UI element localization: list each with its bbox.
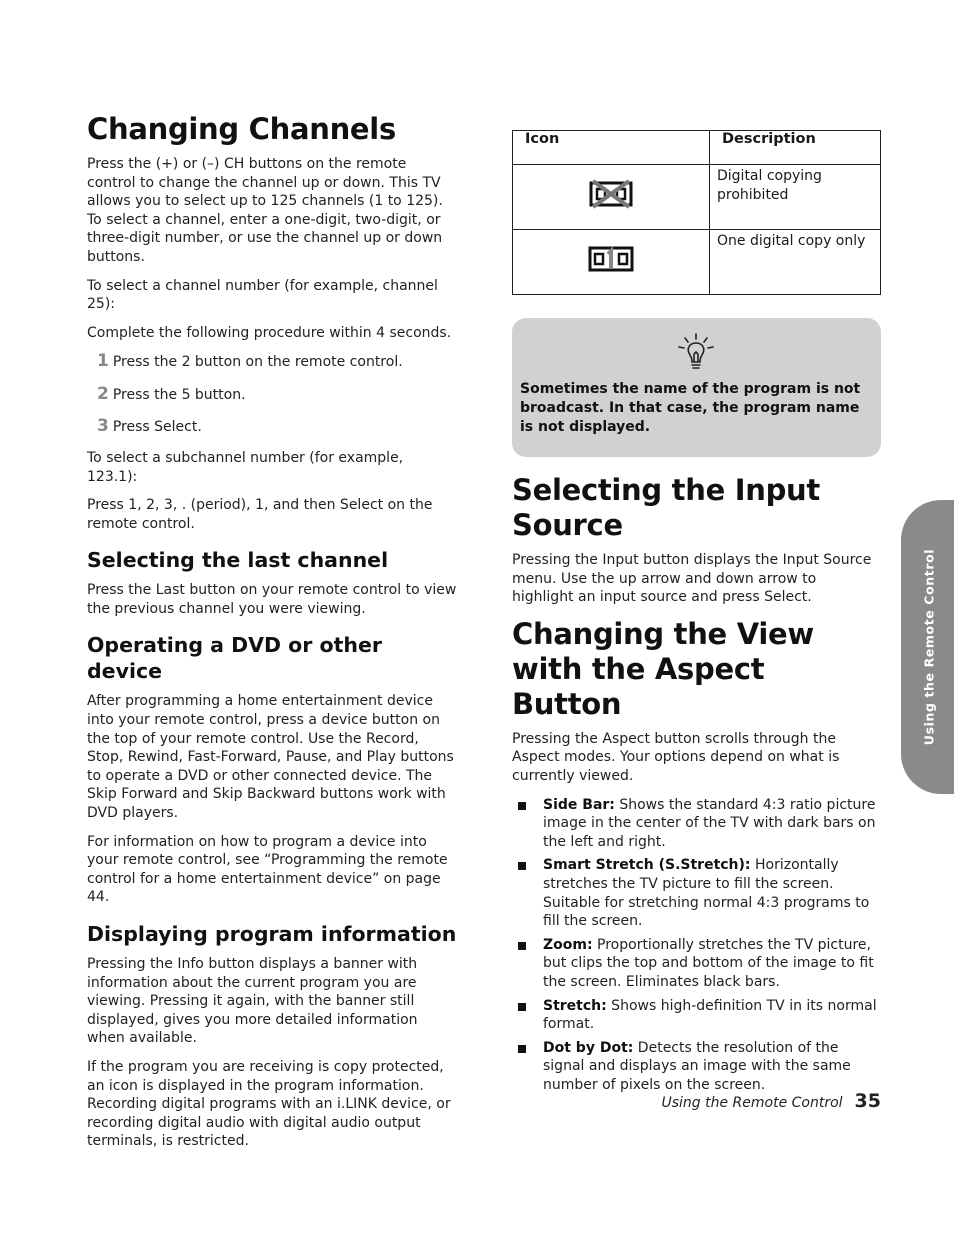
paragraph: Press the Last button on your remote control to view the previous channel you were viewing. [87, 582, 457, 617]
tip-text: Sometimes the name of the program is not broadcast. In that case, the program name is not displayed. [520, 381, 861, 435]
heading-operating-dvd: Operating a DVD or other device [87, 633, 383, 684]
footer-title: Using the Remote Control [661, 1095, 843, 1111]
lightbulb-icon [677, 332, 715, 372]
table-row [513, 165, 881, 230]
step-item [97, 352, 457, 372]
step-item [97, 417, 457, 437]
column-header-description: Description [710, 131, 881, 165]
aspect-modes-list [512, 796, 882, 1095]
paragraph: Pressing the Aspect button scrolls through the Aspect modes. Your options depend on what is currently viewed. [512, 730, 840, 784]
column-header-icon: Icon [513, 131, 710, 165]
step-text: Press Select. [112, 418, 202, 435]
chapter-side-tab [901, 500, 954, 794]
term: Stretch: [543, 997, 607, 1014]
term: Zoom: [543, 936, 593, 953]
paragraph: Pressing the Info button displays a banner with information about the current program you are viewing. Pressing it again, with the banner still displayed, gives you more detailed information when available. [87, 956, 418, 1047]
list-item [512, 1039, 882, 1095]
list-item [512, 796, 882, 852]
side-tab-label: Using the Remote Control [921, 548, 937, 746]
icon-cell [513, 165, 710, 230]
steps-list [97, 352, 457, 436]
definition: Proportionally stretches the TV picture, but clips the top and bottom of the image to fit the screen. Eliminates black bars. [543, 936, 874, 990]
copy-once-icon [588, 246, 634, 272]
definition: Shows the standard 4:3 ratio picture image in the center of the TV with dark bars on the left and right. [543, 796, 876, 850]
term: Dot by Dot: [543, 1039, 634, 1056]
page-number: 35 [854, 1090, 881, 1112]
heading-selecting-last-channel: Selecting the last channel [87, 548, 389, 573]
paragraph: To select a subchannel number (for example, 123.1): [87, 449, 404, 485]
description-cell: One digital copy only [710, 230, 881, 295]
paragraph: Complete the following procedure within 4 seconds. [87, 324, 452, 341]
list-item [512, 856, 882, 930]
copy-prohibited-icon [589, 179, 633, 209]
description-cell: Digital copying prohibited [710, 165, 881, 230]
paragraph: For information on how to program a device into your remote control, see “Programming the remote control for a home entertainment device” on page 44. [87, 833, 448, 906]
tip-box [512, 318, 881, 457]
definition: Horizontally stretches the TV picture to fill the screen. Suitable for stretching normal 4:3 programs to fill the screen. [543, 857, 870, 930]
term: Smart Stretch (S.Stretch): [543, 857, 751, 874]
definition: Shows high-definition TV in its normal format. [543, 997, 877, 1033]
right-column [512, 130, 882, 1099]
heading-changing-channels: Changing Channels [87, 112, 396, 146]
bullet-square [518, 862, 526, 870]
paragraph: Press 1, 2, 3, . (period), 1, and then Select on the remote control. [87, 497, 433, 532]
bullet-square [518, 942, 526, 950]
list-item [512, 997, 882, 1034]
table-header-row [513, 131, 881, 165]
definition: Detects the resolution of the signal and displays an image with the same number of pixels on the screen. [543, 1039, 851, 1093]
page-footer [661, 1090, 881, 1112]
bullet-square [518, 1045, 526, 1053]
paragraph: Press the (+) or (–) CH buttons on the remote control to change the channel up or down. This TV allows you to select up to 125 channels (1 to 125). To select a channel, enter a one-digit, two-digit, or three-digit number, or use the channel up or down buttons. [87, 156, 443, 265]
step-item [97, 385, 457, 405]
step-text: Press the 2 button on the remote control. [112, 354, 403, 371]
step-number: 2 [97, 383, 109, 404]
list-item [512, 936, 882, 992]
paragraph: After programming a home entertainment device into your remote control, press a device button on the top of your remote control. Use the Record, Stop, Rewind, Fast-Forward, Pause, and Play buttons to operate a DVD or other connected device. The Skip Forward and Skip Backward buttons work with DVD players. [87, 693, 454, 822]
heading-selecting-input-source: Selecting the Input Source [512, 473, 820, 542]
heading-changing-view-aspect: Changing the View with the Aspect Button [512, 616, 814, 721]
paragraph: Pressing the Input button displays the Input Source menu. Use the up arrow and down arrow to highlight an input source and press Select. [512, 552, 872, 606]
icon-table [512, 130, 881, 295]
icon-cell [513, 230, 710, 295]
step-text: Press the 5 button. [112, 386, 246, 403]
term: Side Bar: [543, 796, 615, 813]
table-row [513, 230, 881, 295]
bullet-square [518, 802, 526, 810]
heading-displaying-program-info: Displaying program information [87, 922, 457, 946]
paragraph: If the program you are receiving is copy protected, an icon is displayed in the program information. Recording digital programs with an i.LINK device, or recording digital audio with digital audio output terminals, is restricted. [87, 1058, 451, 1150]
paragraph: To select a channel number (for example, channel 25): [87, 277, 438, 313]
left-column [87, 112, 457, 1161]
step-number: 1 [97, 351, 109, 372]
step-number: 3 [97, 415, 109, 436]
bullet-square [518, 1003, 526, 1011]
